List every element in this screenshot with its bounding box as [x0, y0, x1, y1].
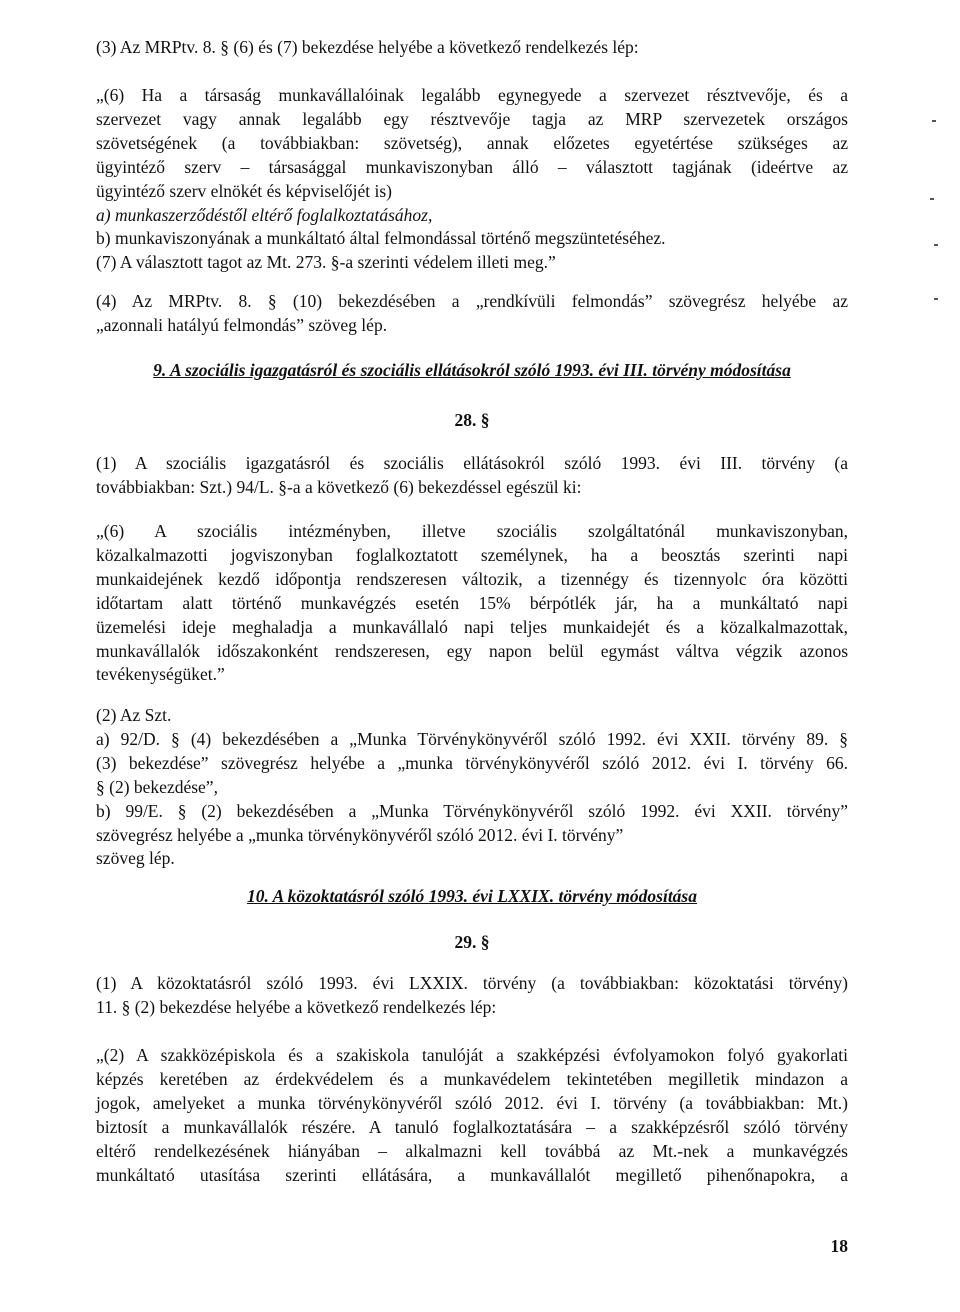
text-line: (3) Az MRPtv. 8. § (6) és (7) bekezdése helyébe a következő rendelkezés lép:	[96, 37, 639, 57]
quote-mrptv-6-7	[96, 84, 848, 275]
paragraph-mrptv-4	[96, 290, 848, 338]
text-line: (7) A választott tagot az Mt. 273. §-a szerinti védelem illeti meg.”	[96, 252, 556, 273]
text-line: „(6) Ha a társaság munkavállalóinak legalább egynegyede a szervezet résztvevője, és a	[96, 85, 848, 105]
text-line: képzés keretében az érdekvédelem és a munkavédelem tekintetében megilletik mindazon a	[96, 1068, 848, 1089]
text-line: „(2) A szakközépiskola és a szakiskola tanulóját a szakképzési évfolyamokon folyó gyakorlati	[96, 1045, 848, 1065]
section-heading-9-text: 9. A szociális igazgatásról és szociális ellátásokról szóló 1993. évi III. törvény módosítása	[153, 360, 791, 380]
text-line: szervezet vagy annak legalább egy résztvevője tagja az MRP szervezetek országos	[96, 108, 848, 129]
text-line: 11. § (2) bekezdése helyébe a következő rendelkezés lép:	[96, 996, 497, 1017]
text-line: munkaidejének kezdő időpontja rendszeresen változik, a tizennégy és tizennyolc óra közötti	[96, 568, 848, 589]
page-number: 18	[830, 1236, 848, 1256]
text-line: szöveg lép.	[96, 848, 175, 869]
text-line: § (2) bekezdése”,	[96, 776, 218, 797]
quote-kozokt-2	[96, 1044, 848, 1187]
text-line: szövetségének (a továbbiakban: szövetség), annak előzetes egyetértése szükséges az	[96, 132, 848, 153]
section-number-28: 28. §	[454, 410, 490, 430]
quote-szt-6	[96, 520, 848, 687]
text-line: (2) Az Szt.	[96, 705, 172, 725]
paragraph-szt-2	[96, 704, 848, 871]
list-item-a: a) munkaszerződéstől eltérő foglalkoztatásához,	[96, 204, 433, 225]
text-line: munkavállalók időszakonként rendszeresen, egy napon belül egymást váltva végzik azonos	[96, 640, 848, 661]
text-line: munkáltató utasítása szerinti ellátására, a munkavállalót megillető pihenőnapokra, a	[96, 1164, 848, 1185]
text-line: a) 92/D. § (4) bekezdésében a „Munka Törvénykönyvéről szóló 1992. évi XXII. törvény 89. §	[96, 728, 848, 749]
text-line: tevékenységüket.”	[96, 664, 225, 685]
scan-speck	[934, 298, 938, 300]
text-line: ügyintéző szerv – társasággal munkaviszonyban álló – választott tagjának (ideértve az	[96, 156, 848, 177]
text-line: ügyintéző szerv elnökét és képviselőjét is)	[96, 180, 392, 201]
section-heading-9	[96, 360, 848, 381]
text-line: szövegrész helyébe a „munka törvénykönyvéről szóló 2012. évi I. törvény”	[96, 824, 624, 845]
text-line: b) munkaviszonyának a munkáltató által felmondással történő megszüntetéséhez.	[96, 228, 666, 249]
text-line: (1) A közoktatásról szóló 1993. évi LXXIX. törvény (a továbbiakban: közoktatási törvény)	[96, 973, 848, 993]
text-line: (1) A szociális igazgatásról és szociális ellátásokról szóló 1993. évi III. törvény (a	[96, 453, 848, 473]
text-line: biztosít a munkavállalók részére. A tanuló foglalkoztatására – a szakképzésről szóló törvény	[96, 1116, 848, 1137]
text-line: üzemelési ideje meghaladja a munkavállaló napi teljes munkaidejét és a közalkalmazottak,	[96, 616, 848, 637]
section-number-29: 29. §	[454, 932, 490, 952]
text-line: (4) Az MRPtv. 8. § (10) bekezdésében a „rendkívüli felmondás” szövegrész helyébe az	[96, 291, 848, 311]
text-line: (3) bekezdése” szövegrész helyébe a „munka törvénykönyvéről szóló 2012. évi I. törvény 66.	[96, 752, 848, 773]
text-line	[96, 204, 848, 228]
scan-speck	[930, 198, 934, 200]
section-heading-10-text: 10. A közoktatásról szóló 1993. évi LXXIX. törvény módosítása	[246, 886, 697, 906]
text-line: jogok, amelyeket a munka törvénykönyvéről szóló 2012. évi I. törvény (a továbbiakban: Mt.)	[96, 1092, 848, 1113]
text-line: „azonnali hatályú felmondás” szöveg lép.	[96, 314, 388, 335]
text-line: „(6) A szociális intézményben, illetve szociális szolgáltatónál munkaviszonyban,	[96, 521, 848, 541]
paragraph-mrptv-3	[96, 36, 848, 60]
text-line: továbbiakban: Szt.) 94/L. §-a a következő (6) bekezdéssel egészül ki:	[96, 476, 582, 497]
scan-speck	[934, 244, 938, 246]
text-line: időtartam alatt történő munkavégzés esetén 15% bérpótlék jár, ha a munkáltató napi	[96, 592, 848, 613]
paragraph-kozokt-1	[96, 972, 848, 1020]
text-line: közalkalmazotti jogviszonyban foglalkoztatott személynek, ha a beosztás szerinti napi	[96, 544, 848, 565]
text-line: eltérő rendelkezésének hiányában – alkalmazni kell továbbá az Mt.-nek a munkavégzés	[96, 1140, 848, 1161]
paragraph-szt-1	[96, 452, 848, 500]
scan-speck	[932, 120, 936, 122]
section-heading-10	[96, 886, 848, 907]
text-line: b) 99/E. § (2) bekezdésében a „Munka Törvénykönyvéről szóló 1992. évi XXII. törvény”	[96, 800, 848, 821]
